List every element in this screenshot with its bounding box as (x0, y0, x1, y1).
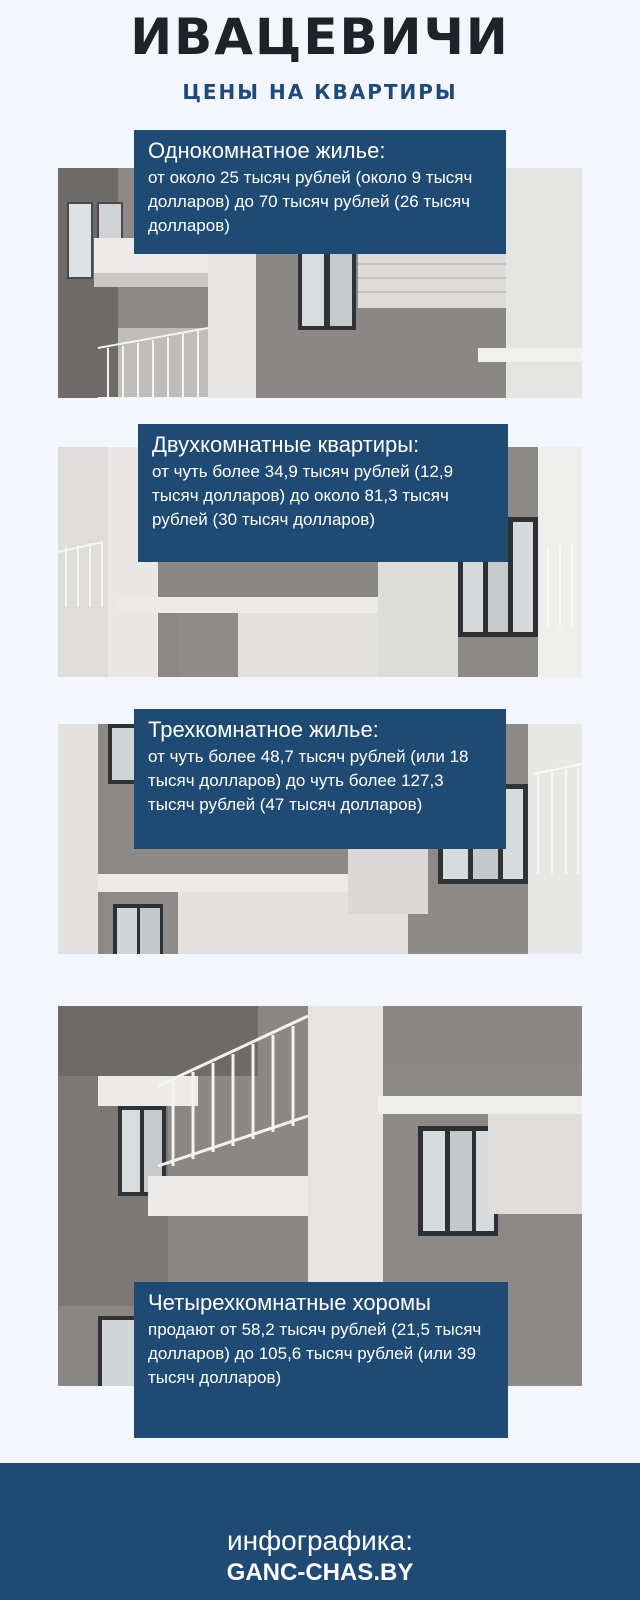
page-title: ИВАЦЕВИЧИ (130, 8, 510, 66)
card-text: от около 25 тысяч рублей (около 9 тысяч долларов) до 70 тысяч рублей (26 тысяч долларов) (148, 168, 473, 235)
price-card-3room (134, 709, 506, 849)
card-heading: Трехкомнатное жилье: (148, 717, 379, 742)
card-heading: Двухкомнатные квартиры: (152, 432, 420, 457)
page-subtitle: ЦЕНЫ НА КВАРТИРЫ (182, 80, 458, 104)
card-heading: Четырехкомнатные хоромы (148, 1290, 431, 1315)
card-heading: Однокомнатное жилье: (148, 138, 386, 163)
footer-banner (0, 1463, 640, 1600)
footer-label: инфографика: (227, 1525, 413, 1556)
price-card-4room (134, 1282, 508, 1438)
card-text: от чуть более 48,7 тысяч рублей (или 18 тысяч долларов) до чуть более 127,3 тысяч рублей (47 тысяч долларов) (148, 747, 469, 814)
price-card-1room (134, 130, 506, 254)
card-text: продают от 58,2 тысяч рублей (21,5 тысяч долларов) до 105,6 тысяч рублей (или 39 тысяч долларов) (148, 1320, 482, 1387)
footer-source: GANC-CHAS.BY (226, 1559, 414, 1586)
card-text: от чуть более 34,9 тысяч рублей (12,9 тысяч долларов) до около 81,3 тысяч рублей (30 тысяч долларов) (152, 462, 454, 529)
price-card-2room (138, 424, 508, 562)
